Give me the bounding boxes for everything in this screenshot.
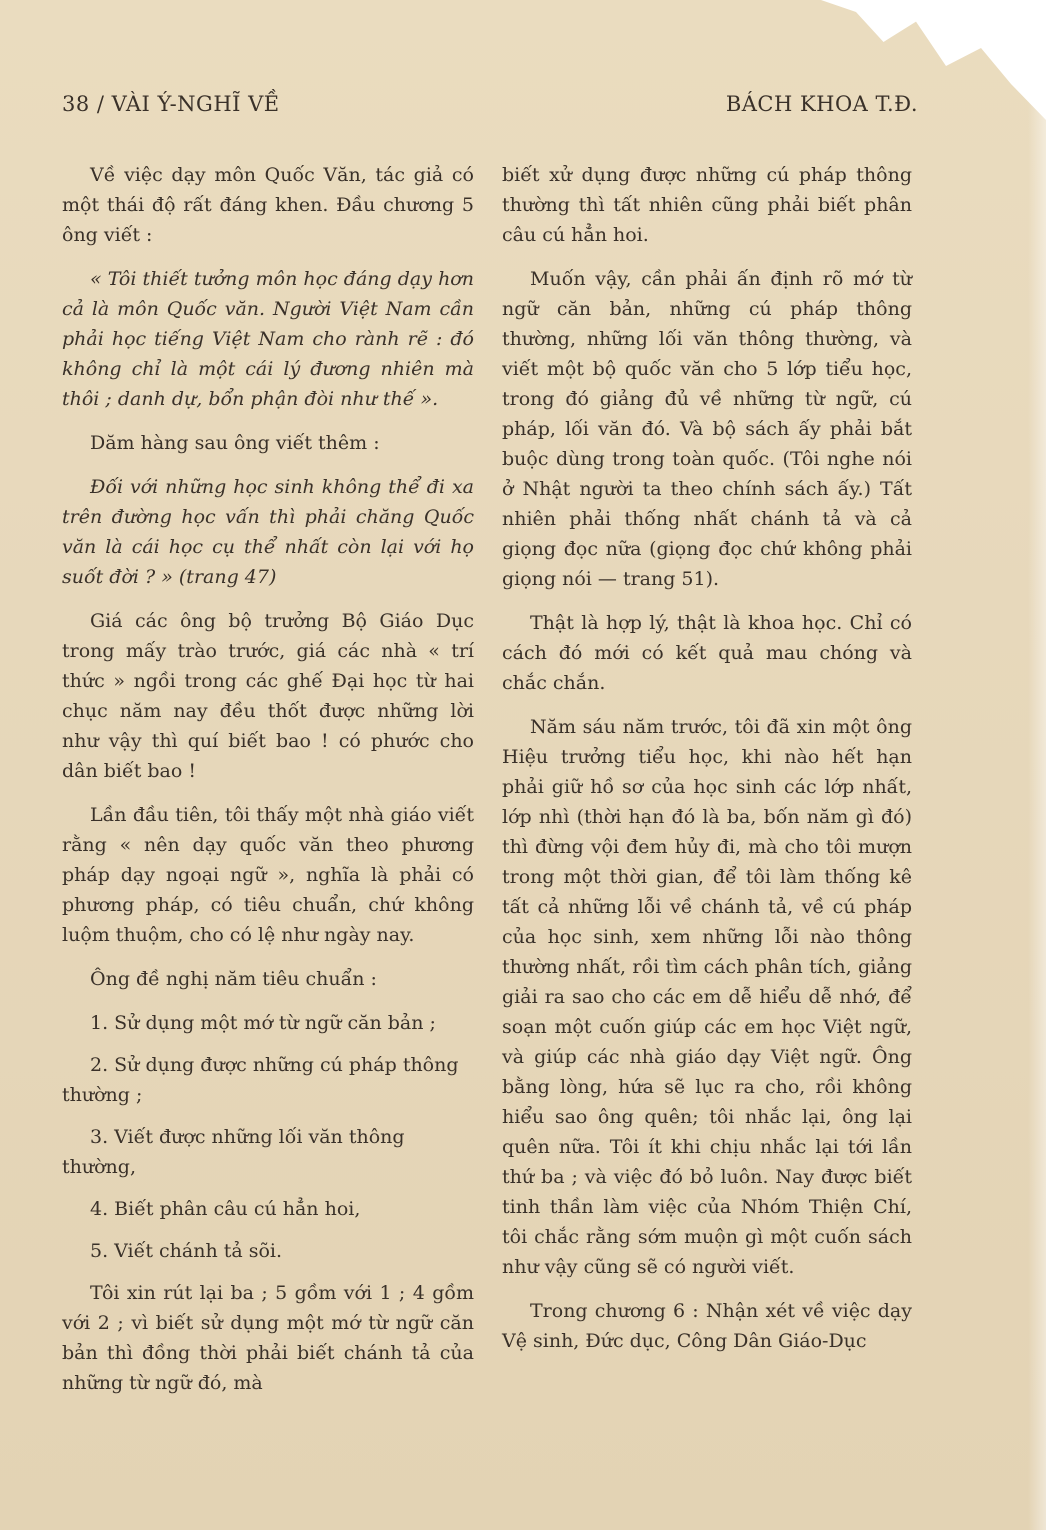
paragraph-3: Giá các ông bộ trưởng Bộ Giáo Dục trong mấy trào trước, giá các nhà « trí thức » ngồi trong các ghế Đại học từ hai chục năm nay đều thốt được những lời như vậy thì quí biết bao ! có phước cho dân biết bao !	[62, 610, 474, 782]
criterion-3: 3. Viết được những lối văn thông thường,	[62, 1126, 405, 1178]
header-left: 38 / VÀI Ý-NGHĨ VỀ	[62, 92, 280, 116]
left-column	[62, 160, 474, 1412]
right-column	[502, 160, 912, 1370]
paragraph-6: Tôi xin rút lại ba ; 5 gồm với 1 ; 4 gồm với 2 ; vì biết sử dụng một mớ từ ngữ căn bản thì đồng thời phải biết chánh tả của những từ ngữ đó, mà	[62, 1282, 474, 1394]
page-edge	[1028, 0, 1046, 1530]
paragraph-11: Trong chương 6 : Nhận xét về việc dạy Vệ sinh, Đức dục, Công Dân Giáo-Dục	[502, 1300, 912, 1352]
quote-1: « Tôi thiết tưởng môn học đáng dạy hơn cả là môn Quốc văn. Người Việt Nam cần phải học tiếng Việt Nam cho rành rẽ : đó không chỉ là một cái lý đương nhiên mà thôi ; danh dự, bổn phận đòi như thế ».	[62, 268, 474, 410]
quote-2: Đối với những học sinh không thể đi xa trên đường học vấn thì phải chăng Quốc văn là cái học cụ thể nhất còn lại với họ suốt đời ? » (trang 47)	[62, 476, 474, 588]
paragraph-7: biết xử dụng được những cú pháp thông thường thì tất nhiên cũng phải biết phân câu cú hẳn hoi.	[502, 164, 912, 246]
criterion-2: 2. Sử dụng được những cú pháp thông thường ;	[62, 1054, 459, 1106]
paragraph-4: Lần đầu tiên, tôi thấy một nhà giáo viết rằng « nên dạy quốc văn theo phương pháp dạy ngoại ngữ », nghĩa là phải có phương pháp, có tiêu chuẩn, chứ không luộm thuộm, cho có lệ như ngày nay.	[62, 804, 474, 946]
criterion-5: 5. Viết chánh tả sõi.	[90, 1240, 283, 1262]
paragraph-9: Thật là hợp lý, thật là khoa học. Chỉ có cách đó mới có kết quả mau chóng và chắc chắn.	[502, 612, 912, 694]
paragraph-5: Ông đề nghị năm tiêu chuẩn :	[90, 968, 377, 990]
criterion-1: 1. Sử dụng một mớ từ ngữ căn bản ;	[90, 1012, 436, 1034]
header-right: BÁCH KHOA T.Đ.	[725, 92, 918, 116]
page-header	[62, 92, 918, 132]
criterion-4: 4. Biết phân câu cú hẳn hoi,	[90, 1198, 361, 1220]
paragraph-8: Muốn vậy, cần phải ấn định rõ mớ từ ngữ căn bản, những cú pháp thông thường, những lối văn thông thường, và viết một bộ quốc văn cho 5 lớp tiểu học, trong đó giảng đủ về những từ ngữ, cú pháp, lối văn đó. Và bộ sách ấy phải bắt buộc dùng trong toàn quốc. (Tôi nghe nói ở Nhật người ta theo chính sách ấy.) Tất nhiên phải thống nhất chánh tả và cả giọng đọc nữa (giọng đọc chứ không phải giọng nói — trang 51).	[502, 268, 912, 590]
paragraph-10: Năm sáu năm trước, tôi đã xin một ông Hiệu trưởng tiểu học, khi nào hết hạn phải giữ hồ sơ của học sinh các lớp nhất, lớp nhì (thời hạn đó là ba, bốn năm gì đó) thì đừng vội đem hủy đi, mà cho tôi mượn trong một thời gian, để tôi làm thống kê tất cả những lỗi về chánh tả, về cú pháp của học sinh, xem những lỗi nào thông thường nhất, rồi tìm cách phân tích, giảng giải ra sao cho các em dễ hiểu dễ nhớ, để soạn một cuốn giúp các em học Việt ngữ, và giúp các nhà giáo dạy Việt ngữ. Ông bằng lòng, hứa sẽ lục ra cho, rồi không hiểu sao ông quên; tôi nhắc lại, ông lại quên nữa. Tôi ít khi chịu nhắc lại tới lần thứ ba ; và việc đó bỏ luôn. Nay được biết tinh thần làm việc của Nhóm Thiện Chí, tôi chắc rằng sớm muộn gì một cuốn sách như vậy cũng sẽ có người viết.	[502, 716, 912, 1278]
paragraph-2: Dăm hàng sau ông viết thêm :	[90, 432, 380, 454]
paragraph-1: Về việc dạy môn Quốc Văn, tác giả có một thái độ rất đáng khen. Đầu chương 5 ông viết :	[62, 164, 474, 246]
